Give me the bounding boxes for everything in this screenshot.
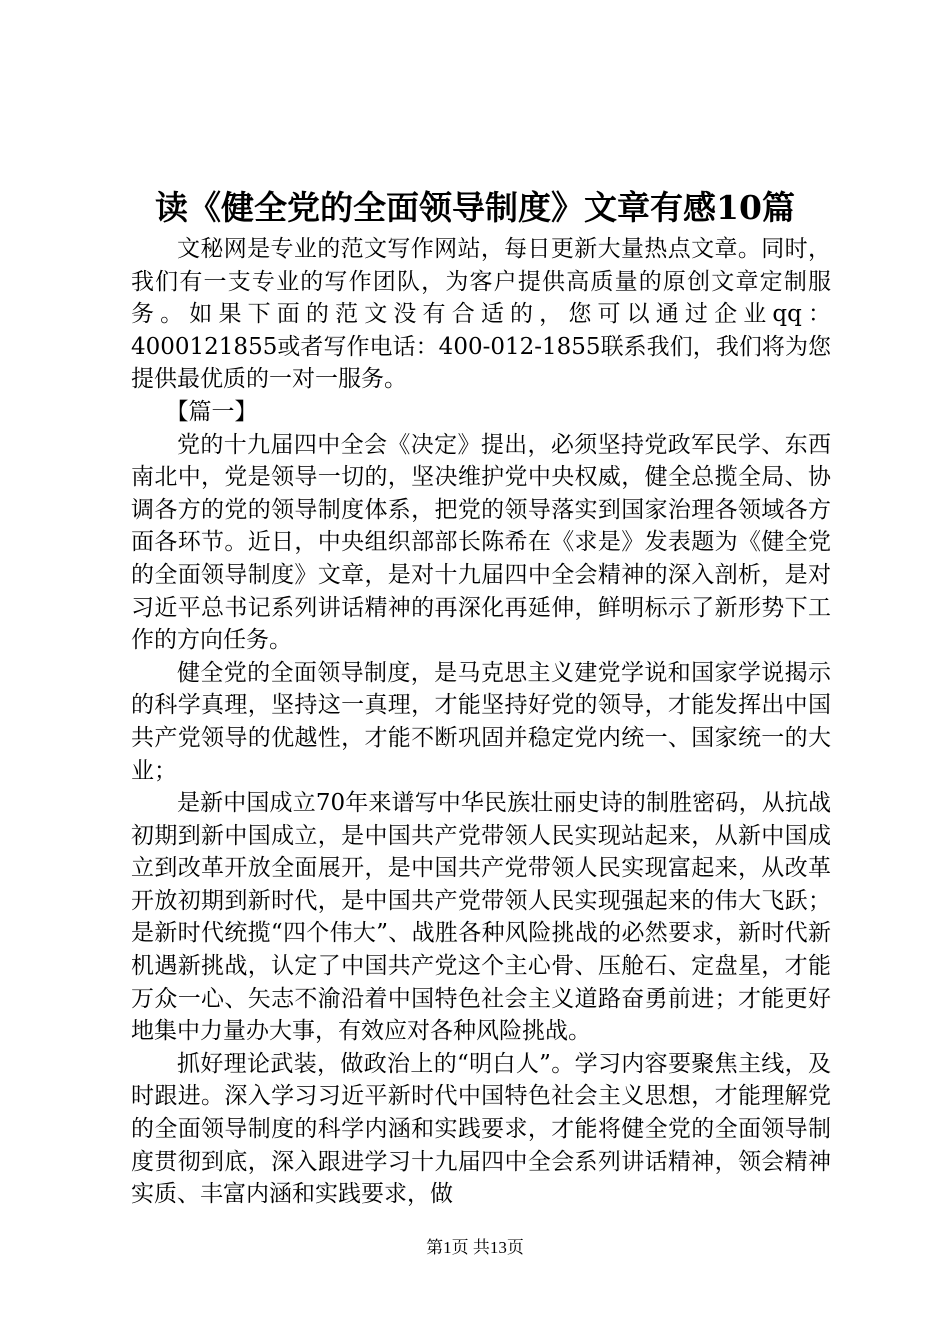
body-paragraph: 党的十九届四中全会《决定》提出，必须坚持党政军民学、东西南北中，党是领导一切的，坚决维护党中央权威，健全总揽全局、协调各方的党的领导制度体系，把党的领导落实到国家治理各领域各方面各环节。近日，中央组织部部长陈希在《求是》发表题为《健全党的全面领导制度》文章，是对十九届四中全会精神的深入剖析，是对习近平总书记系列讲话精神的再深化再延伸，鲜明标示了新形势下工作的方向任务。 (131, 431, 831, 654)
body-paragraph: 是新中国成立70年来谱写中华民族壮丽史诗的制胜密码，从抗战初期到新中国成立，是中国共产党带领人民实现站起来，从新中国成立到改革开放全面展开，是中国共产党带领人民实现富起来，从改革开放初期到新时代，是中国共产党带领人民实现强起来的伟大飞跃；是新时代统揽“四个伟大”、战胜各种风险挑战的必然要求，新时代新机遇新挑战，认定了中国共产党这个主心骨、压舱石、定盘星，才能万众一心、矢志不渝沿着中国特色社会主义道路奋勇前进；才能更好地集中力量办大事，有效应对各种风险挑战。 (131, 790, 831, 1045)
page-footer: 第1页 共13页 (426, 1238, 524, 1257)
document-title: 读《健全党的全面领导制度》文章有感10篇 (155, 188, 795, 227)
intro-paragraph: 文秘网是专业的范文写作网站，每日更新大量热点文章。同时，我们有一支专业的写作团队，为客户提供高质量的原创文章定制服务。如果下面的范文没有合适的，您可以通过企业qq：4000121855或者写作电话：400-012-1855联系我们，我们将为您提供最优质的一对一服务。 (131, 236, 831, 393)
body-paragraph: 抓好理论武装，做政治上的“明白人”。学习内容要聚焦主线，及时跟进。深入学习习近平新时代中国特色社会主义思想，才能理解党的全面领导制度的科学内涵和实践要求，才能将健全党的全面领导制度贯彻到底，深入跟进学习十九届四中全会系列讲话精神，领会精神实质、丰富内涵和实践要求，做 (131, 1050, 831, 1208)
body-paragraph: 健全党的全面领导制度，是马克思主义建党学说和国家学说揭示的科学真理，坚持这一真理，才能坚持好党的领导，才能发挥出中国共产党领导的优越性，才能不断巩固并稳定党内统一、国家统一的大业； (131, 659, 831, 784)
document-body (131, 233, 831, 1211)
section-heading: 【篇一】 (165, 398, 258, 425)
